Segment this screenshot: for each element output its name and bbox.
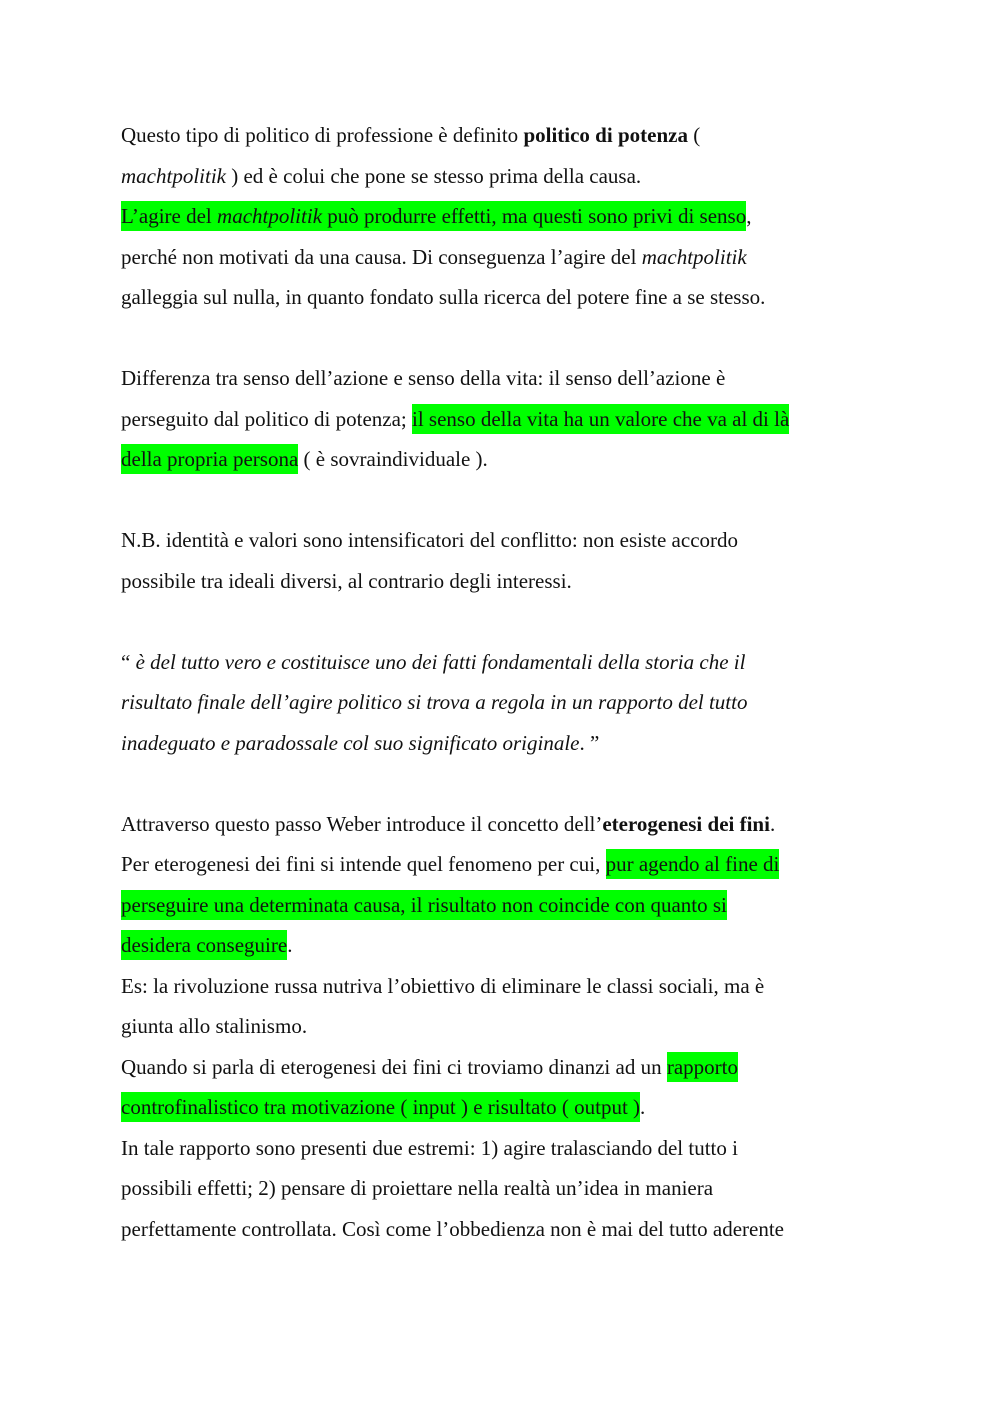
paragraph-eterogenesi-dei-fini — [121, 804, 881, 1250]
text-line — [121, 885, 881, 926]
text-span: Questo tipo di politico di professione è definito — [121, 123, 524, 147]
italic-term-machtpolitik: machtpolitik — [641, 244, 747, 269]
text-span: ( è sovraindividuale ). — [298, 447, 488, 471]
quotation-weber — [121, 642, 881, 764]
document-body — [121, 115, 881, 1249]
text-line: In tale rapporto sono presenti due estremi: 1) agire tralasciando del tutto i — [121, 1135, 738, 1160]
text-span: Attraverso questo passo Weber introduce il concetto dell’ — [121, 811, 603, 836]
text-line: galleggia sul nulla, in quanto fondato sulla ricerca del potere fine a se stesso. — [121, 285, 766, 309]
paragraph-senso-azione-vita — [121, 358, 881, 480]
text-line: Differenza tra senso dell’azione e senso della vita: il senso dell’azione è — [121, 366, 726, 390]
highlighted-text: della propria persona — [121, 444, 298, 474]
text-line: giunta allo stalinismo. — [121, 1014, 308, 1038]
paragraph-politico-di-potenza — [121, 115, 881, 318]
text-span: , — [746, 204, 752, 228]
text-line — [121, 196, 881, 237]
paragraph-spacer — [121, 763, 881, 804]
text-line — [121, 1087, 881, 1128]
italic-term-machtpolitik: machtpolitik — [217, 204, 323, 228]
text-line — [121, 844, 881, 885]
quote-open-mark: “ — [121, 649, 136, 674]
text-span: L’agire del — [121, 204, 218, 228]
text-span: perseguito dal politico di potenza; — [121, 406, 413, 431]
highlighted-text: controfinalistico tra motivazione ( input ) e risultato ( output ) — [121, 1092, 640, 1122]
highlighted-text — [121, 201, 746, 231]
text-span: inadeguato e paradossale col suo significato originale — [121, 730, 580, 755]
text-line — [121, 804, 881, 845]
highlighted-text: rapporto — [667, 1052, 738, 1082]
text-line — [121, 399, 881, 440]
text-span: ( — [687, 123, 701, 147]
text-span: può produrre effetti, ma questi sono privi di senso — [322, 204, 747, 228]
text-line: possibile tra ideali diversi, al contrario degli interessi. — [121, 568, 572, 593]
paragraph-spacer — [121, 480, 881, 521]
text-line — [121, 439, 881, 480]
text-line: Es: la rivoluzione russa nutriva l’obiettivo di eliminare le classi sociali, ma è — [121, 973, 765, 998]
italic-term-machtpolitik: machtpolitik — [121, 163, 226, 188]
text-span: Quando si parla di eterogenesi dei fini ci troviamo dinanzi ad un — [121, 1054, 667, 1079]
text-span: . — [640, 1095, 646, 1119]
highlighted-text: perseguire una determinata causa, il risultato non coincide con quanto si — [121, 890, 727, 920]
text-line: risultato finale dell’agire politico si trova a regola in un rapporto del tutto — [121, 690, 748, 714]
text-line — [121, 115, 881, 156]
text-line — [121, 642, 881, 683]
text-span: ) ed è colui che pone se stesso prima della causa. — [225, 163, 642, 188]
text-line: possibili effetti; 2) pensare di proiettare nella realtà un’idea in maniera — [121, 1176, 714, 1200]
bold-term-politico-di-potenza: politico di potenza — [523, 123, 688, 147]
bold-term-eterogenesi-dei-fini: eterogenesi dei fini — [602, 811, 770, 836]
text-span: . — [287, 933, 293, 957]
text-span: . — [769, 811, 776, 836]
text-line: N.B. identità e valori sono intensificatori del conflitto: non esiste accordo — [121, 528, 739, 552]
quote-close-mark: . ” — [579, 730, 600, 755]
text-line — [121, 156, 881, 197]
text-line — [121, 237, 881, 278]
highlighted-text: desidera conseguire — [121, 930, 287, 960]
text-line — [121, 925, 881, 966]
text-span: Per eterogenesi dei fini si intende quel fenomeno per cui, — [121, 852, 606, 876]
paragraph-spacer — [121, 601, 881, 642]
highlighted-text: il senso della vita ha un valore che va al di là — [412, 404, 789, 434]
text-line: perfettamente controllata. Così come l’obbedienza non è mai del tutto aderente — [121, 1216, 784, 1241]
text-span: perché non motivati da una causa. Di conseguenza l’agire del — [121, 244, 642, 269]
text-line — [121, 723, 881, 764]
text-line — [121, 1047, 881, 1088]
text-span: è del tutto vero e costituisce uno dei fatti fondamentali della storia che il — [135, 649, 746, 674]
paragraph-nota-bene — [121, 520, 881, 601]
paragraph-spacer — [121, 318, 881, 359]
highlighted-text: pur agendo al fine di — [606, 849, 780, 879]
